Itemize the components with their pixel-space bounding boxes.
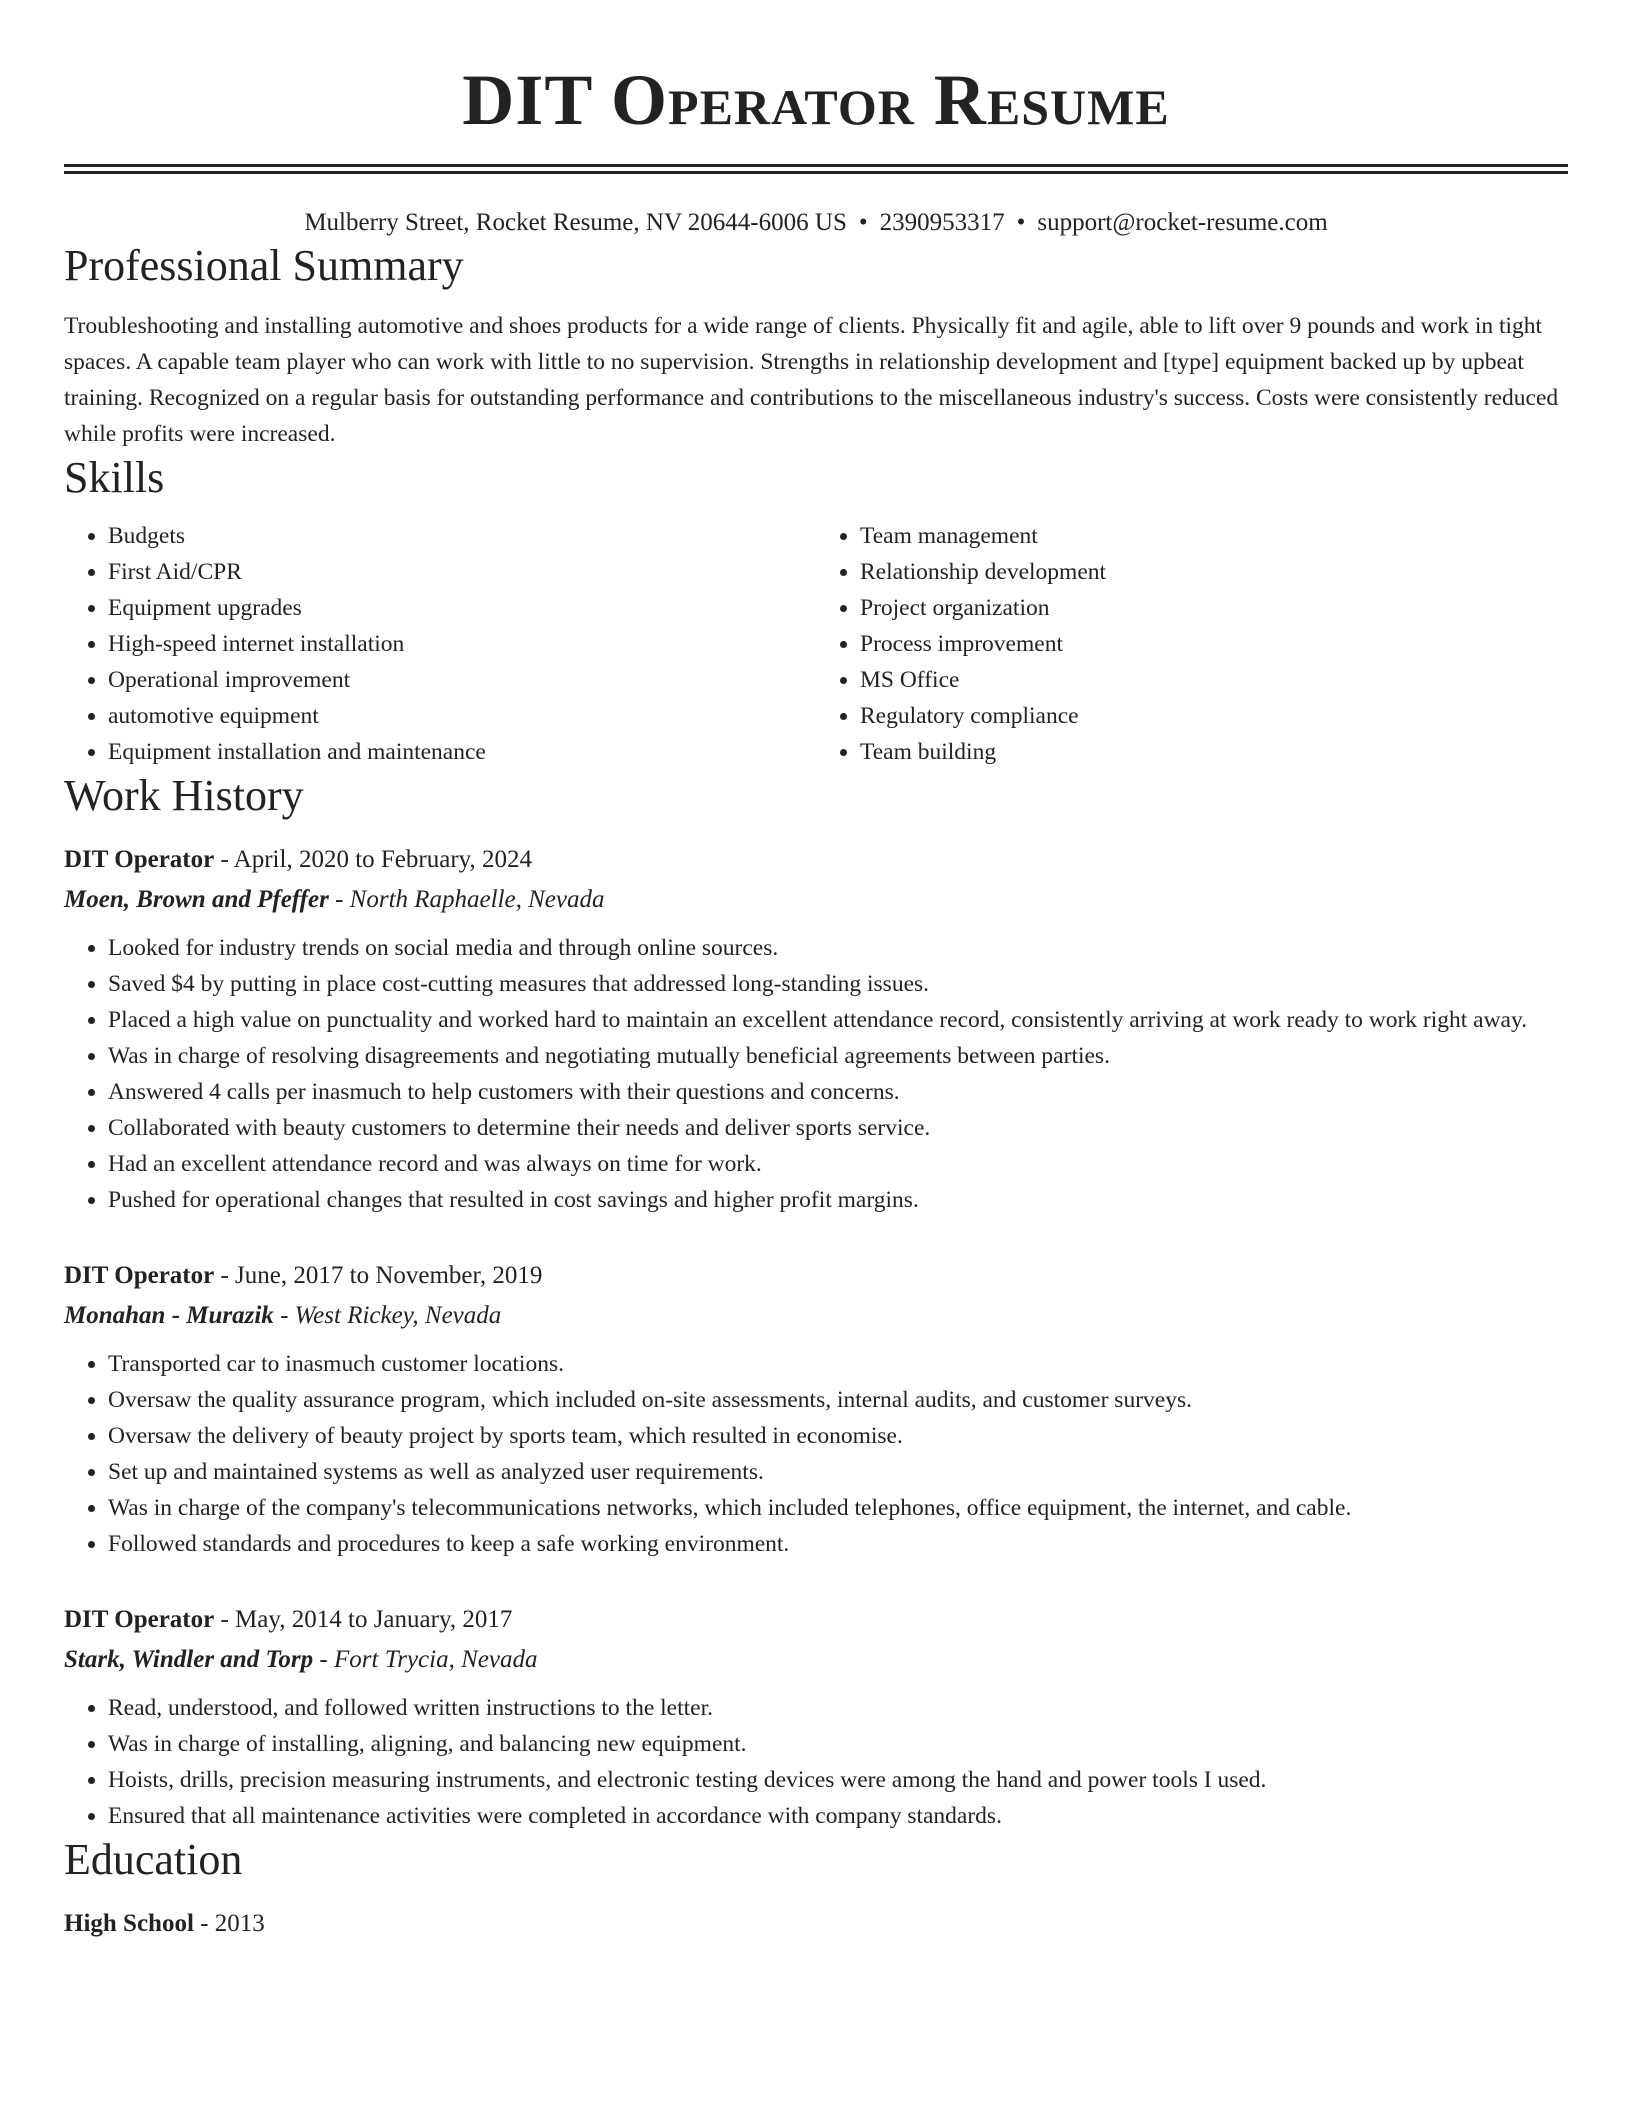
job-bullet: • Followed standards and procedures to keep a safe working environment. <box>108 1526 1568 1562</box>
contact-address: Mulberry Street, Rocket Resume, NV 20644-6006 US <box>304 209 847 236</box>
job-company: Monahan - Murazik <box>64 1302 274 1329</box>
job-title-line <box>64 840 1568 880</box>
skills-column-right <box>816 518 1568 770</box>
skill-item: • Team management <box>860 518 1568 554</box>
skill-item: • Project organization <box>860 590 1568 626</box>
contact-email[interactable]: support@rocket-resume.com <box>1037 209 1328 236</box>
job-bullet: • Read, understood, and followed written instructions to the letter. <box>108 1690 1568 1726</box>
job-company-line <box>64 1640 1568 1680</box>
job-company-line <box>64 1296 1568 1336</box>
job-bullet: • Was in charge of resolving disagreements and negotiating mutually beneficial agreements between parties. <box>108 1038 1568 1074</box>
job-company-line <box>64 880 1568 920</box>
job-location: - West Rickey, Nevada <box>273 1302 502 1329</box>
job-bullet: • Had an excellent attendance record and was always on time for work. <box>108 1146 1568 1182</box>
summary-text: Troubleshooting and installing automotive and shoes products for a wide range of clients. Physically fit and agile, able to lift over 9 pounds and work in tight spaces. A capable team player who can work with little to no supervision. Strengths in relationship development and [type] equipment backed up by upbeat training. Recognized on a regular basis for outstanding performance and contributions to the miscellaneous industry's success. Costs were consistently reduced while profits were increased. <box>64 313 1559 447</box>
job-entry <box>64 1256 1568 1562</box>
job-bullet: • Pushed for operational changes that resulted in cost savings and higher profit margins. <box>108 1182 1568 1218</box>
job-title: DIT Operator <box>64 1262 215 1289</box>
job-bullet: • Transported car to inasmuch customer locations. <box>108 1346 1568 1382</box>
education-year: - 2013 <box>193 1910 265 1937</box>
job-dates: - May, 2014 to January, 2017 <box>214 1606 513 1633</box>
skill-item: • Budgets <box>108 518 816 554</box>
title-divider <box>64 164 1568 174</box>
skill-item: • Equipment upgrades <box>108 590 816 626</box>
work-history-heading: Work History <box>64 771 304 820</box>
skills-list <box>64 518 1568 770</box>
skill-item: • automotive equipment <box>108 698 816 734</box>
skill-item: • First Aid/CPR <box>108 554 816 590</box>
job-bullet: • Placed a high value on punctuality and worked hard to maintain an excellent attendance record, consistently arriving at work ready to work right away. <box>108 1002 1568 1038</box>
skill-item: • Equipment installation and maintenance <box>108 734 816 770</box>
skill-item: • Regulatory compliance <box>860 698 1568 734</box>
job-title: DIT Operator <box>64 1606 215 1633</box>
job-bullet: • Was in charge of installing, aligning, and balancing new equipment. <box>108 1726 1568 1762</box>
job-bullet: • Was in charge of the company's telecommunications networks, which included telephones, office equipment, the internet, and cable. <box>108 1490 1568 1526</box>
job-bullet: • Looked for industry trends on social media and through online sources. <box>108 930 1568 966</box>
job-bullets <box>64 1346 1568 1562</box>
job-bullet: • Answered 4 calls per inasmuch to help customers with their questions and concerns. <box>108 1074 1568 1110</box>
skill-item: • MS Office <box>860 662 1568 698</box>
job-company: Moen, Brown and Pfeffer <box>64 886 329 913</box>
skill-item: • Process improvement <box>860 626 1568 662</box>
job-entry <box>64 840 1568 1218</box>
job-dates: - April, 2020 to February, 2024 <box>214 846 533 873</box>
education-degree: High School <box>64 1910 194 1937</box>
education-heading: Education <box>64 1835 243 1884</box>
job-title-line <box>64 1256 1568 1296</box>
job-title-line <box>64 1600 1568 1640</box>
job-bullet: • Collaborated with beauty customers to determine their needs and deliver sports service. <box>108 1110 1568 1146</box>
education-entry <box>64 1904 1568 1944</box>
job-location: - North Raphaelle, Nevada <box>328 886 605 913</box>
skill-item: • Team building <box>860 734 1568 770</box>
job-company: Stark, Windler and Torp <box>64 1646 314 1673</box>
skill-item: • Operational improvement <box>108 662 816 698</box>
skill-item: • Relationship development <box>860 554 1568 590</box>
contact-phone: 2390953317 <box>879 209 1005 236</box>
job-entry <box>64 1600 1568 1834</box>
job-title: DIT Operator <box>64 846 215 873</box>
job-bullets <box>64 1690 1568 1834</box>
job-dates: - June, 2017 to November, 2019 <box>214 1262 543 1289</box>
skill-item: • High-speed internet installation <box>108 626 816 662</box>
job-bullet: • Ensured that all maintenance activities were completed in accordance with company standards. <box>108 1798 1568 1834</box>
job-location: - Fort Trycia, Nevada <box>313 1646 538 1673</box>
contact-separator: • <box>1016 209 1026 236</box>
job-bullet: • Hoists, drills, precision measuring instruments, and electronic testing devices were among the hand and power tools I used. <box>108 1762 1568 1798</box>
job-bullet: • Saved $4 by putting in place cost-cutting measures that addressed long-standing issues. <box>108 966 1568 1002</box>
job-bullet: • Oversaw the delivery of beauty project by sports team, which resulted in economise. <box>108 1418 1568 1454</box>
resume-title: DIT Operator Resume <box>462 60 1170 140</box>
job-bullets <box>64 930 1568 1218</box>
skills-column-left <box>64 518 816 770</box>
contact-separator: • <box>858 209 868 236</box>
summary-heading: Professional Summary <box>64 241 464 290</box>
contact-line <box>64 206 1568 240</box>
job-bullet: • Set up and maintained systems as well as analyzed user requirements. <box>108 1454 1568 1490</box>
job-bullet: • Oversaw the quality assurance program, which included on-site assessments, internal audits, and customer surveys. <box>108 1382 1568 1418</box>
skills-heading: Skills <box>64 453 165 502</box>
